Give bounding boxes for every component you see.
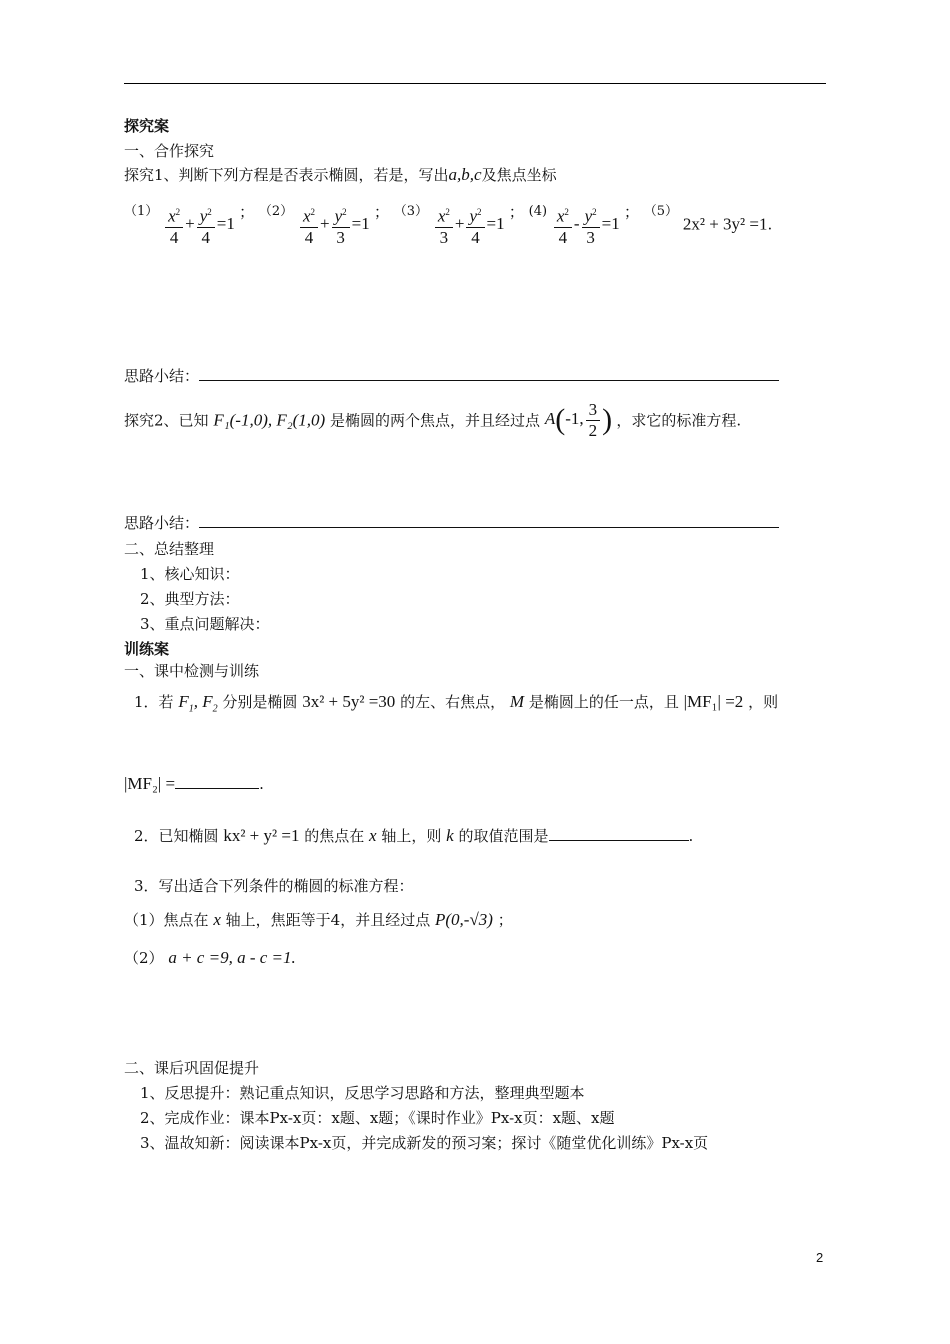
section-title-training: 训练案 bbox=[124, 640, 170, 658]
part-summary: 二、总结整理 bbox=[124, 540, 215, 558]
summary-line-2: 思路小结： bbox=[124, 513, 779, 533]
after-item-homework: 2、完成作业：课本Px-x页：x题、x题；《课时作业》Px-x页：x题、x题 bbox=[140, 1109, 615, 1127]
page-number: 2 bbox=[816, 1250, 824, 1265]
question-2: 探究2、已知 F₁(-1,0), F₂(1,0) 是椭圆的两个焦点，并且经过点 A(-1, $\frac{3}{2}$ ) ，求它的标准方程. bbox=[124, 400, 742, 440]
training-question-3-part-2: （2） a + c =9, a - c =1. bbox=[124, 948, 296, 967]
core-knowledge-item: 1、核心知识： bbox=[140, 565, 240, 583]
part-after-class: 二、课后巩固促提升 bbox=[124, 1059, 260, 1077]
key-problem-item: 3、重点问题解决： bbox=[140, 615, 270, 633]
after-item-review: 3、温故知新：阅读课本Px-x页，并完成新发的预习案；探讨《随堂优化训练》Px-x页 bbox=[140, 1134, 709, 1152]
typical-method-item: 2、典型方法： bbox=[140, 590, 240, 608]
training-question-3-part-1: （1）焦点在 x 轴上，焦距等于4，并且经过点 P(0,-√3) ； bbox=[124, 910, 513, 929]
part-class-test: 一、课中检测与训练 bbox=[124, 662, 260, 680]
question-1-equations: （1） $\frac{x^2}{4}$ + $\frac{y^2}{4}$ =1 ； （2） $\frac{x^2}{4}$ + $\frac{y^2}{3}$ =1 ； （3） $\frac{x^2}{3}$ + $\frac{y^2}{4}$ =1 ； (4) $\frac{x^2}{4}$ - $\frac{y^2}{3}$ =1 ； （5） 2x² + 3y² =1. bbox=[124, 203, 773, 247]
section-title-explore: 探究案 bbox=[124, 117, 170, 135]
training-question-3: 3．写出适合下列条件的椭圆的标准方程： bbox=[134, 877, 414, 895]
header-rule bbox=[124, 83, 826, 84]
part-cooperative-explore: 一、合作探究 bbox=[124, 142, 215, 160]
training-question-1: 1．若 $F_1$, $F_2$ 分别是椭圆 3x² + 5y² =30 的左、右焦点， M 是椭圆上的任一点，且 |MF₁| =2 ，则 bbox=[134, 692, 779, 715]
question-1-prompt: 探究1、判断下列方程是否表示椭圆，若是，写出a,b,c及焦点坐标 bbox=[124, 165, 557, 184]
after-item-reflect: 1、反思提升：熟记重点知识，反思学习思路和方法，整理典型题本 bbox=[140, 1084, 585, 1102]
training-question-1-answer: |MF₂| = . bbox=[124, 774, 264, 793]
training-question-2: 2．已知椭圆 kx² + y² =1 的焦点在 x 轴上，则 k 的取值范围是 . bbox=[134, 826, 694, 845]
summary-line-1: 思路小结： bbox=[124, 366, 779, 386]
